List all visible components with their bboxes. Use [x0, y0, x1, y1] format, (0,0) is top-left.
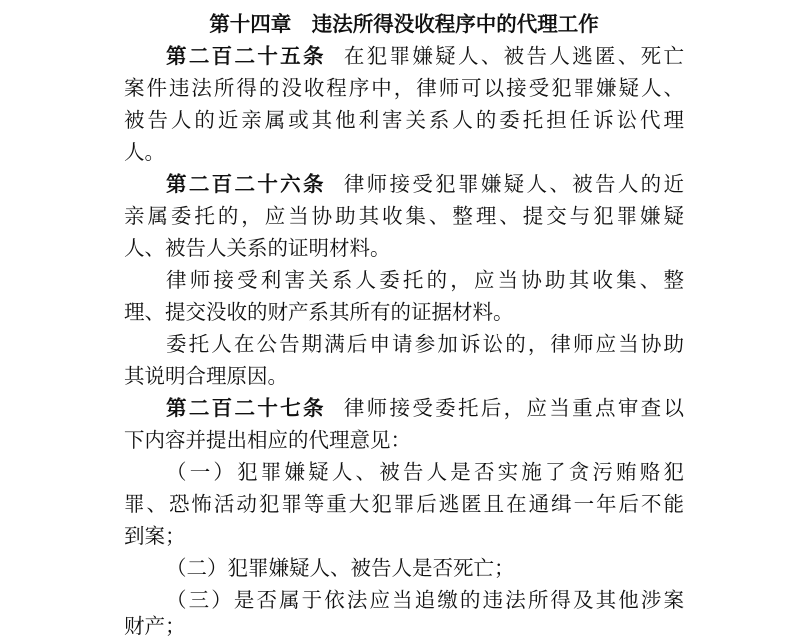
article-227-item3-line-1: （三）是否属于依法应当追缴的违法所得及其他涉案: [166, 588, 684, 612]
article-227-item1-line-2: 罪、恐怖活动犯罪等重大犯罪后逃匿且在通缉一年后不能: [124, 492, 684, 516]
article-227-item1-line-1: （一）犯罪嫌疑人、被告人是否实施了贪污贿赂犯: [166, 460, 684, 484]
article-226-para3-line-2: 其说明合理原因。: [124, 364, 288, 388]
article-227-text-1: 律师接受委托后，应当重点审查以: [343, 396, 685, 420]
article-225-line-1: [166, 40, 684, 72]
article-227-number: 第二百二十七条: [166, 396, 326, 420]
article-225-line-4: 人。: [124, 140, 165, 164]
article-227-line-2: 下内容并提出相应的代理意见：: [124, 428, 411, 452]
article-225-line-3: 被告人的近亲属或其他利害关系人的委托担任诉讼代理: [124, 108, 684, 132]
article-227-item2: （二）犯罪嫌疑人、被告人是否死亡；: [166, 556, 515, 580]
article-225-number: 第二百二十五条: [166, 44, 326, 68]
article-226-para2-line-2: 理、提交没收的财产系其所有的证据材料。: [124, 300, 514, 324]
article-227-item1-line-3: 到案；: [124, 524, 186, 548]
article-226-para2-line-1: 律师接受利害关系人委托的，应当协助其收集、整: [166, 268, 684, 292]
article-226-line-2: 亲属委托的，应当协助其收集、整理、提交与犯罪嫌疑: [124, 204, 684, 228]
article-226-number: 第二百二十六条: [166, 172, 326, 196]
article-226-para3-line-1: 委托人在公告期满后申请参加诉讼的，律师应当协助: [166, 332, 684, 356]
article-226-line-3: 人、被告人关系的证明材料。: [124, 236, 391, 260]
article-226-line-1: [166, 168, 684, 200]
article-225-text-1: 在犯罪嫌疑人、被告人逃匿、死亡: [343, 44, 685, 68]
chapter-title: 第十四章 违法所得没收程序中的代理工作: [209, 12, 599, 36]
article-225-line-2: 案件违法所得的没收程序中，律师可以接受犯罪嫌疑人、: [124, 76, 684, 100]
article-226-text-1: 律师接受犯罪嫌疑人、被告人的近: [343, 172, 685, 196]
article-227-line-1: [166, 392, 684, 424]
article-227-item3-line-2: 财产；: [124, 614, 186, 638]
